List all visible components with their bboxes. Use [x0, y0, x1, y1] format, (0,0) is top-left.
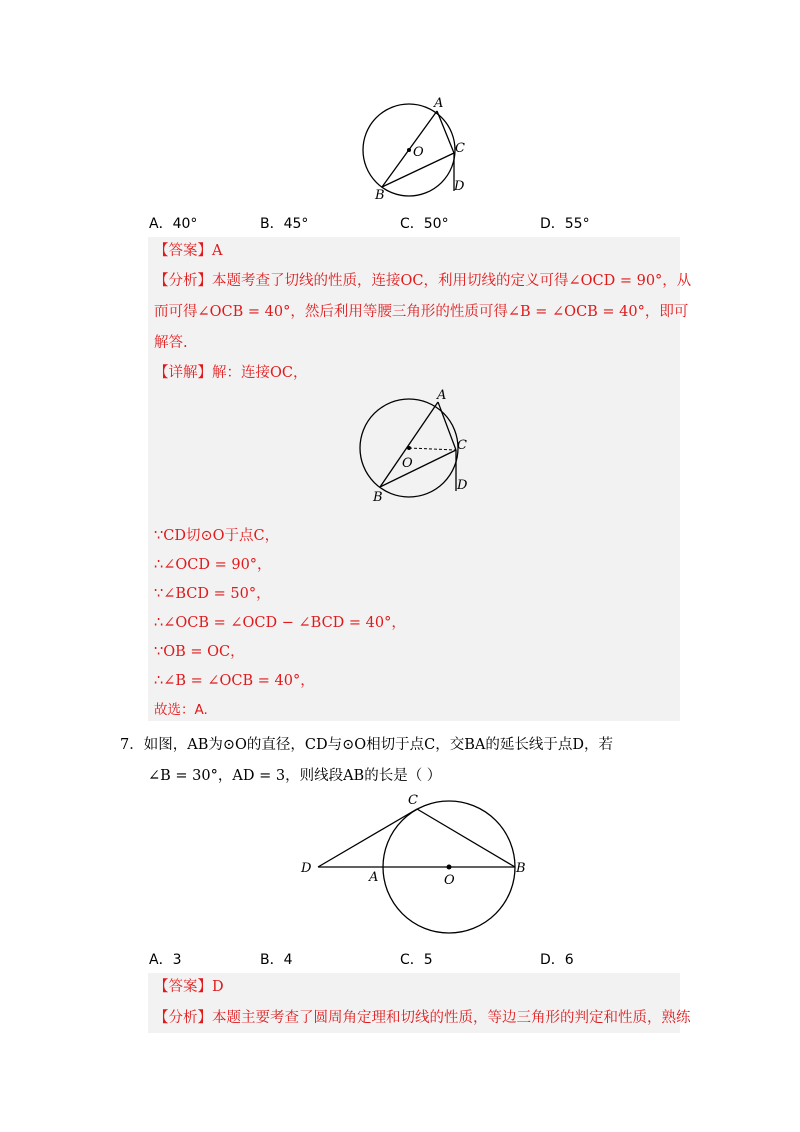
- q6-step-2: ∴∠OCD = 90°，: [154, 557, 272, 573]
- q7-question-line-1: 7．如图，AB为⊙O的直径，CD与⊙O相切于点C，交BA的延长线于点D，若: [120, 737, 613, 753]
- label-a: A: [437, 389, 447, 403]
- label-c: C: [455, 141, 465, 156]
- q7-analysis-line-1: [154, 1008, 691, 1028]
- q6-step-3: ∵∠BCD = 50°，: [154, 586, 271, 602]
- label-c: C: [457, 438, 467, 453]
- label-o: O: [413, 145, 424, 160]
- q6-option-c: C．50°: [400, 216, 449, 232]
- label-a: A: [369, 870, 379, 885]
- q6-step-1: ∵CD切⊙O于点C，: [154, 528, 280, 544]
- label-o: O: [402, 456, 413, 471]
- figure-circle-tangent-1: [350, 94, 480, 206]
- label-d: D: [454, 179, 465, 194]
- label-b: B: [516, 861, 526, 876]
- q6-option-a: A．40°: [149, 216, 198, 232]
- q6-option-d: D．55°: [540, 216, 590, 232]
- detail-text: 解：连接OC，: [212, 365, 308, 381]
- q7-answer-line: [154, 977, 224, 997]
- label-b: B: [375, 188, 385, 203]
- figure-circle-tangent-2: [355, 389, 485, 507]
- analysis-text-1: 本题主要考查了圆周角定理和切线的性质，等边三角形的判定和性质，熟练: [212, 1010, 691, 1026]
- segment-oc-dashed: [409, 448, 456, 450]
- answer-tag: 【答案】: [154, 243, 212, 259]
- q6-step-7: 故选：A.: [154, 702, 208, 718]
- label-o: O: [444, 873, 455, 888]
- q6-step-5: ∵OB = OC，: [154, 644, 245, 660]
- q6-answer-line: [154, 241, 222, 261]
- q6-analysis-line-3: 解答.: [154, 335, 188, 351]
- q7-option-a: A．3: [149, 952, 182, 968]
- analysis-text-1: 本题考查了切线的性质，连接OC，利用切线的定义可得∠OCD = 90°，从: [212, 273, 692, 289]
- q6-option-b: B．45°: [260, 216, 309, 232]
- q6-step-4: ∴∠OCB = ∠OCD − ∠BCD = 40°，: [154, 615, 406, 631]
- detail-tag: 【详解】: [154, 365, 212, 381]
- answer-tag: 【答案】: [154, 979, 212, 995]
- analysis-tag: 【分析】: [154, 1010, 212, 1026]
- q6-analysis-line-1: [154, 271, 691, 291]
- segment-cb: [417, 809, 515, 867]
- tangent-dc: [318, 809, 417, 867]
- label-d: D: [457, 478, 468, 493]
- q7-solution-panel: [148, 973, 691, 1033]
- q6-detail-line: [154, 363, 307, 383]
- q7-question-line-2: ∠B = 30°，AD = 3，则线段AB的长是（ ）: [148, 768, 442, 784]
- q7-option-c: C．5: [400, 952, 433, 968]
- q6-solution-panel: [148, 237, 692, 721]
- label-c: C: [408, 793, 418, 808]
- analysis-tag: 【分析】: [154, 273, 212, 289]
- answer-value: A: [212, 243, 223, 259]
- label-a: A: [434, 96, 444, 111]
- q6-step-6: ∴∠B = ∠OCB = 40°，: [154, 673, 315, 689]
- label-b: B: [373, 490, 383, 505]
- q7-option-b: B．4: [260, 952, 293, 968]
- center-point: [407, 446, 411, 450]
- figure-circle-tangent-3: [296, 790, 536, 950]
- segment-ba: [380, 402, 438, 487]
- label-d: D: [301, 861, 312, 876]
- center-point: [407, 148, 411, 152]
- q6-options: [149, 213, 709, 237]
- q7-option-d: D．6: [540, 952, 574, 968]
- q7-options: [149, 949, 709, 973]
- answer-value: D: [212, 979, 224, 995]
- center-point: [447, 865, 452, 870]
- q6-analysis-line-2: 而可得∠OCB = 40°，然后利用等腰三角形的性质可得∠B = ∠OCB = 40°，即可: [154, 304, 689, 320]
